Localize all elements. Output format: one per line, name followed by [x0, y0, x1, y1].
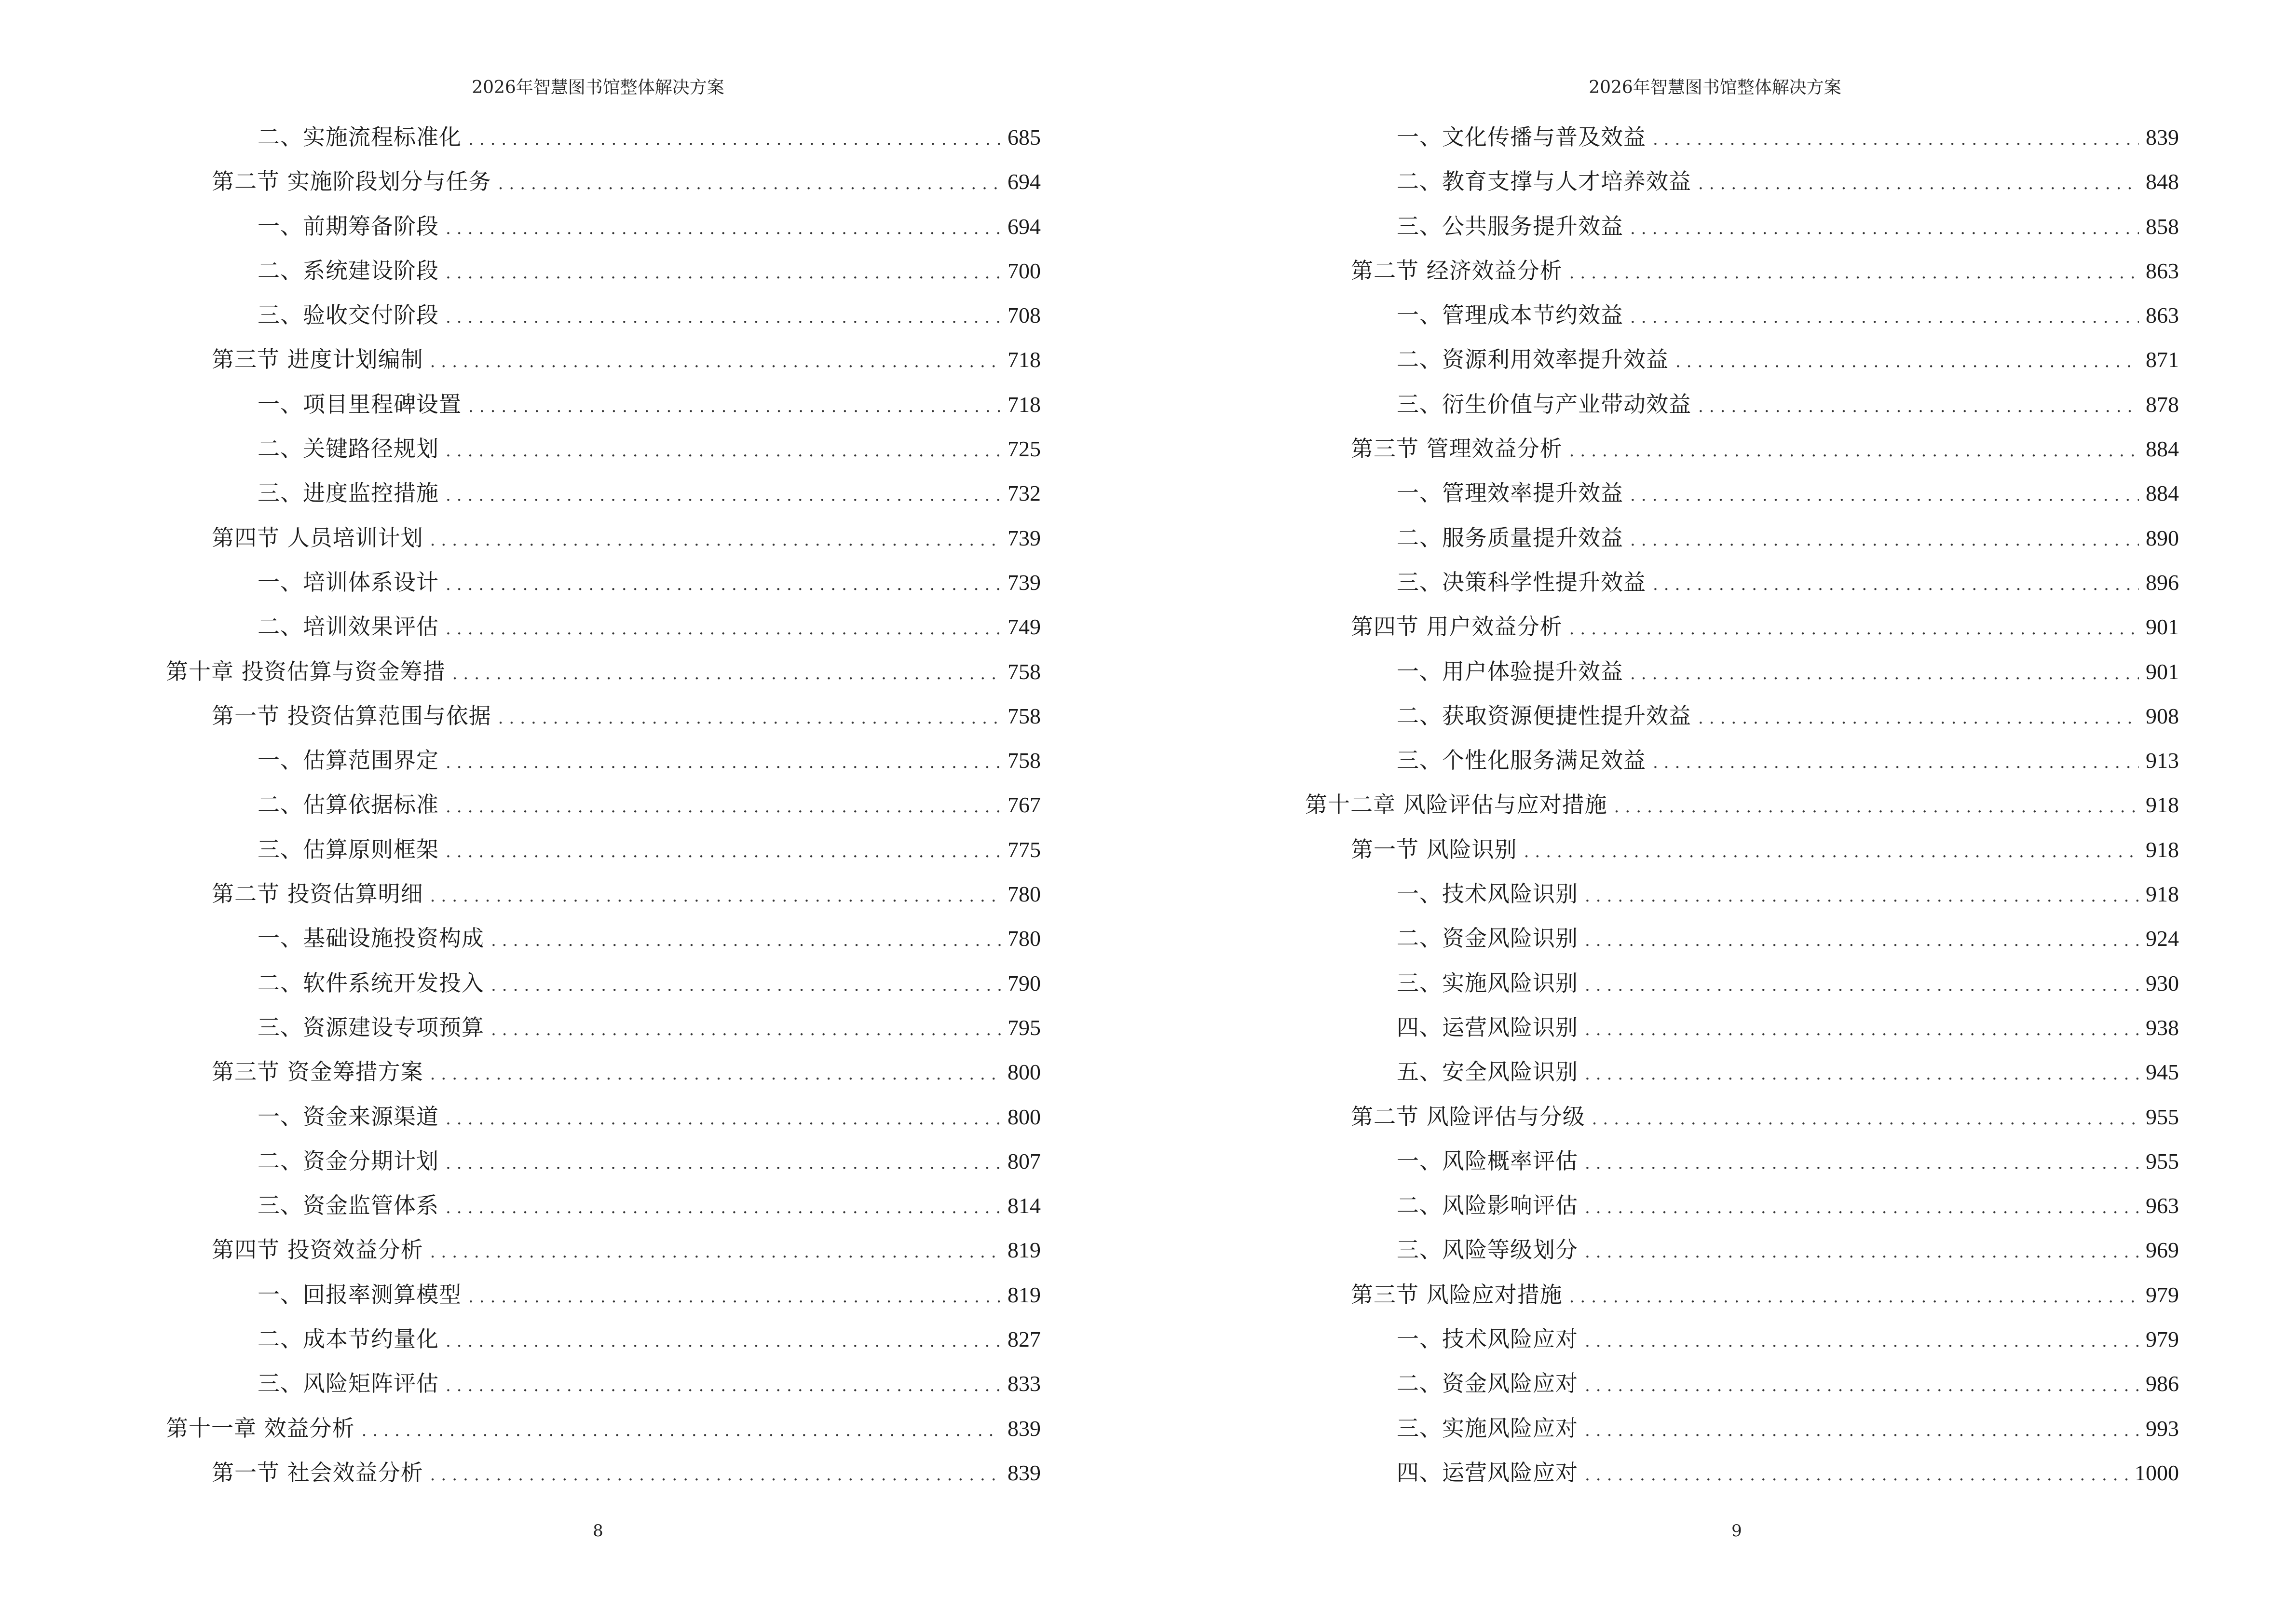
- toc-entry-subsection[interactable]: [166, 560, 1041, 604]
- toc-entry-title: 一、管理成本节约效益: [1397, 302, 1623, 328]
- toc-list: [1305, 115, 2179, 1495]
- toc-entry-page-number: 863: [2146, 258, 2179, 283]
- dot-leader: [446, 295, 1001, 340]
- toc-entry-page-number: 913: [2146, 748, 2179, 773]
- toc-entry-page-number: 780: [1007, 882, 1041, 907]
- toc-entry-page-number: 901: [2146, 659, 2179, 684]
- dot-leader: [1698, 384, 2139, 429]
- toc-entry-title: 三、风险等级划分: [1397, 1237, 1578, 1263]
- toc-entry-title: 二、培训效果评估: [258, 614, 439, 640]
- toc-entry-title: 二、系统建设阶段: [258, 257, 439, 284]
- toc-entry-title: 三、公共服务提升效益: [1397, 213, 1623, 239]
- toc-entry-title: 二、教育支撑与人才培养效益: [1397, 168, 1691, 195]
- toc-entry-page-number: 708: [1007, 303, 1041, 328]
- toc-entry-page-number: 839: [1007, 1460, 1041, 1485]
- toc-entry-title: 第十一章 效益分析: [166, 1415, 355, 1441]
- toc-entry-page-number: 739: [1007, 525, 1041, 550]
- toc-entry-page-number: 694: [1007, 169, 1041, 194]
- toc-entry-subsection[interactable]: [166, 204, 1041, 248]
- toc-entry-section[interactable]: [1305, 1094, 2179, 1139]
- dot-leader: [1524, 830, 2139, 874]
- toc-entry-section[interactable]: [166, 1050, 1041, 1094]
- toc-entry-subsection[interactable]: [166, 471, 1041, 515]
- toc-entry-title: 第一节 投资估算范围与依据: [212, 702, 491, 729]
- toc-entry-page-number: 918: [2146, 837, 2179, 862]
- toc-entry-title: 一、资金来源渠道: [258, 1103, 439, 1130]
- toc-entry-page-number: 775: [1007, 837, 1041, 862]
- toc-entry-page-number: 918: [2146, 792, 2179, 818]
- dot-leader: [1585, 1008, 2139, 1052]
- toc-entry-title: 二、获取资源便捷性提升效益: [1397, 702, 1691, 729]
- toc-entry-page-number: 884: [2146, 437, 2179, 462]
- toc-entry-subsection[interactable]: [1305, 1050, 2179, 1094]
- toc-entry-title: 三、个性化服务满足效益: [1397, 747, 1646, 774]
- dot-leader: [446, 251, 1001, 295]
- toc-entry-title: 三、决策科学性提升效益: [1397, 569, 1646, 595]
- toc-entry-subsection[interactable]: [1305, 1406, 2179, 1450]
- toc-entry-title: 三、风险矩阵评估: [258, 1370, 439, 1397]
- toc-entry-page-number: 858: [2146, 214, 2179, 239]
- running-header: 2026年智慧图书馆整体解决方案: [1589, 78, 1841, 97]
- dot-leader: [468, 117, 1001, 162]
- dot-leader: [491, 918, 1001, 963]
- toc-entry-chapter[interactable]: [1305, 782, 2179, 827]
- toc-entry-title: 二、资金风险识别: [1397, 925, 1578, 952]
- toc-entry-page-number: 878: [2146, 392, 2179, 417]
- dot-leader: [446, 429, 1001, 473]
- page-number: 8: [593, 1521, 603, 1541]
- dot-leader: [446, 1186, 1001, 1230]
- toc-entry-title: 第二节 实施阶段划分与任务: [212, 168, 491, 195]
- toc-entry-page-number: 795: [1007, 1015, 1041, 1040]
- toc-entry-subsection[interactable]: [1305, 1361, 2179, 1406]
- dot-leader: [1585, 1230, 2139, 1274]
- toc-entry-title: 一、技术风险识别: [1397, 881, 1578, 907]
- toc-entry-section[interactable]: [166, 1228, 1041, 1272]
- dot-leader: [1569, 429, 2139, 473]
- toc-entry-subsection[interactable]: [166, 382, 1041, 426]
- toc-entry-subsection[interactable]: [1305, 738, 2179, 782]
- toc-entry-title: 五、安全风险识别: [1397, 1059, 1578, 1085]
- toc-entry-title: 三、实施风险识别: [1397, 969, 1578, 996]
- toc-entry-page-number: 758: [1007, 748, 1041, 773]
- toc-entry-page-number: 884: [2146, 481, 2179, 506]
- toc-entry-page-number: 718: [1007, 392, 1041, 417]
- toc-entry-title: 二、实施流程标准化: [258, 124, 462, 150]
- toc-entry-subsection[interactable]: [166, 1094, 1041, 1139]
- toc-entry-title: 第三节 资金筹措方案: [212, 1059, 423, 1085]
- toc-entry-page-number: 930: [2146, 970, 2179, 996]
- toc-entry-title: 一、回报率测算模型: [258, 1281, 462, 1308]
- toc-entry-page-number: 819: [1007, 1282, 1041, 1307]
- page-number: 9: [1731, 1521, 1742, 1541]
- toc-entry-subsection[interactable]: [166, 426, 1041, 471]
- toc-entry-page-number: 839: [1007, 1416, 1041, 1441]
- toc-entry-title: 二、关键路径规划: [258, 436, 439, 462]
- dot-leader: [1569, 251, 2139, 295]
- toc-entry-section[interactable]: [166, 516, 1041, 560]
- toc-entry-title: 一、培训体系设计: [258, 569, 439, 595]
- toc-entry-chapter[interactable]: [166, 1406, 1041, 1450]
- toc-entry-subsection[interactable]: [1305, 1317, 2179, 1361]
- toc-entry-title: 一、项目里程碑设置: [258, 391, 462, 417]
- dot-leader: [430, 874, 1001, 918]
- toc-entry-title: 二、资金风险应对: [1397, 1370, 1578, 1397]
- toc-entry-subsection[interactable]: [1305, 516, 2179, 560]
- dot-leader: [1585, 874, 2139, 918]
- toc-entry-page-number: 1000: [2135, 1460, 2179, 1485]
- toc-entry-subsection[interactable]: [166, 1183, 1041, 1228]
- toc-entry-subsection[interactable]: [166, 916, 1041, 960]
- toc-entry-page-number: 732: [1007, 481, 1041, 506]
- toc-entry-page-number: 918: [2146, 882, 2179, 907]
- toc-entry-page-number: 969: [2146, 1238, 2179, 1263]
- dot-leader: [1698, 696, 2139, 740]
- toc-list: [166, 115, 1041, 1495]
- toc-entry-subsection[interactable]: [1305, 382, 2179, 426]
- toc-entry-title: 三、进度监控措施: [258, 480, 439, 506]
- toc-entry-page-number: 955: [2146, 1148, 2179, 1174]
- toc-entry-title: 第二节 风险评估与分级: [1351, 1103, 1585, 1130]
- toc-entry-page-number: 749: [1007, 614, 1041, 640]
- toc-entry-page-number: 938: [2146, 1015, 2179, 1040]
- dot-leader: [452, 652, 1001, 696]
- dot-leader: [1585, 1052, 2139, 1096]
- toc-entry-page-number: 979: [2146, 1327, 2179, 1352]
- toc-entry-section[interactable]: [166, 872, 1041, 916]
- dot-leader: [446, 830, 1001, 874]
- dot-leader: [1653, 562, 2139, 607]
- toc-entry-title: 第十章 投资估算与资金筹措: [166, 658, 446, 684]
- toc-entry-subsection[interactable]: [166, 827, 1041, 872]
- toc-entry-subsection[interactable]: [1305, 1183, 2179, 1228]
- toc-entry-subsection[interactable]: [166, 115, 1041, 159]
- toc-entry-section[interactable]: [1305, 1272, 2179, 1317]
- dot-leader: [446, 785, 1001, 829]
- toc-entry-title: 一、风险概率评估: [1397, 1147, 1578, 1174]
- toc-entry-title: 二、资源利用效率提升效益: [1397, 346, 1669, 373]
- toc-entry-title: 一、技术风险应对: [1397, 1326, 1578, 1352]
- toc-entry-title: 一、文化传播与普及效益: [1397, 124, 1646, 150]
- dot-leader: [491, 963, 1001, 1008]
- toc-entry-subsection[interactable]: [1305, 1139, 2179, 1183]
- toc-entry-page-number: 800: [1007, 1060, 1041, 1085]
- toc-entry-subsection[interactable]: [166, 1361, 1041, 1406]
- dot-leader: [430, 1453, 1001, 1497]
- toc-entry-section[interactable]: [1305, 426, 2179, 471]
- toc-entry-subsection[interactable]: [1305, 694, 2179, 738]
- dot-leader: [1585, 1319, 2139, 1364]
- toc-entry-chapter[interactable]: [166, 649, 1041, 694]
- toc-entry-page-number: 780: [1007, 926, 1041, 951]
- toc-entry-title: 一、基础设施投资构成: [258, 925, 484, 952]
- toc-entry-subsection[interactable]: [166, 293, 1041, 337]
- toc-entry-page-number: 827: [1007, 1327, 1041, 1352]
- toc-entry-section[interactable]: [166, 337, 1041, 382]
- toc-entry-title: 一、估算范围界定: [258, 747, 439, 774]
- toc-entry-page-number: 758: [1007, 703, 1041, 728]
- toc-entry-title: 三、验收交付阶段: [258, 302, 439, 328]
- toc-entry-title: 第三节 进度计划编制: [212, 346, 423, 373]
- running-header: 2026年智慧图书馆整体解决方案: [472, 78, 724, 97]
- toc-entry-page-number: 694: [1007, 214, 1041, 239]
- toc-entry-subsection[interactable]: [166, 961, 1041, 1005]
- toc-entry-page-number: 986: [2146, 1371, 2179, 1396]
- toc-entry-title: 第四节 人员培训计划: [212, 524, 423, 551]
- dot-leader: [1630, 652, 2139, 696]
- dot-leader: [1585, 1408, 2139, 1453]
- toc-entry-title: 二、软件系统开发投入: [258, 969, 484, 996]
- dot-leader: [468, 384, 1001, 429]
- toc-entry-subsection[interactable]: [1305, 1228, 2179, 1272]
- toc-entry-page-number: 800: [1007, 1104, 1041, 1129]
- toc-entry-subsection[interactable]: [166, 1139, 1041, 1183]
- dot-leader: [1585, 1453, 2128, 1497]
- toc-entry-subsection[interactable]: [1305, 115, 2179, 159]
- toc-entry-title: 一、前期筹备阶段: [258, 213, 439, 239]
- toc-entry-page-number: 924: [2146, 926, 2179, 951]
- toc-entry-page-number: 767: [1007, 792, 1041, 818]
- toc-entry-subsection[interactable]: [1305, 872, 2179, 916]
- toc-entry-page-number: 901: [2146, 614, 2179, 640]
- toc-entry-title: 三、资源建设专项预算: [258, 1014, 484, 1040]
- dot-leader: [1585, 1364, 2139, 1408]
- dot-leader: [446, 1319, 1001, 1364]
- toc-entry-title: 第三节 管理效益分析: [1351, 436, 1563, 462]
- toc-entry-page-number: 863: [2146, 303, 2179, 328]
- toc-entry-subsection[interactable]: [166, 248, 1041, 293]
- toc-entry-subsection[interactable]: [1305, 204, 2179, 248]
- toc-entry-title: 四、运营风险识别: [1397, 1014, 1578, 1040]
- toc-entry-page-number: 896: [2146, 570, 2179, 595]
- dot-leader: [1653, 740, 2139, 785]
- toc-entry-title: 三、估算原则框架: [258, 836, 439, 862]
- toc-entry-title: 第一节 风险识别: [1351, 836, 1517, 862]
- dot-leader: [1614, 785, 2139, 829]
- toc-entry-page-number: 955: [2146, 1104, 2179, 1129]
- dot-leader: [498, 696, 1001, 740]
- toc-entry-title: 第四节 投资效益分析: [212, 1237, 423, 1263]
- toc-entry-page-number: 945: [2146, 1060, 2179, 1085]
- dot-leader: [1585, 1141, 2139, 1186]
- toc-entry-page-number: 908: [2146, 703, 2179, 728]
- toc-entry-title: 第二节 经济效益分析: [1351, 257, 1563, 284]
- dot-leader: [446, 562, 1001, 607]
- toc-entry-page-number: 807: [1007, 1148, 1041, 1174]
- toc-entry-title: 第十二章 风险评估与应对措施: [1305, 792, 1607, 818]
- dot-leader: [1569, 1275, 2139, 1319]
- dot-leader: [430, 518, 1001, 562]
- dot-leader: [446, 206, 1001, 251]
- dot-leader: [1630, 473, 2139, 518]
- dot-leader: [446, 473, 1001, 518]
- dot-leader: [1630, 206, 2139, 251]
- dot-leader: [1675, 340, 2139, 384]
- toc-entry-page-number: 814: [1007, 1193, 1041, 1218]
- toc-entry-title: 二、服务质量提升效益: [1397, 524, 1623, 551]
- toc-entry-section[interactable]: [166, 1450, 1041, 1495]
- toc-entry-subsection[interactable]: [166, 782, 1041, 827]
- toc-entry-title: 第一节 社会效益分析: [212, 1459, 423, 1486]
- dot-leader: [446, 607, 1001, 651]
- toc-entry-subsection[interactable]: [1305, 471, 2179, 515]
- toc-entry-page-number: 725: [1007, 437, 1041, 462]
- toc-entry-subsection[interactable]: [166, 738, 1041, 782]
- toc-entry-title: 第二节 投资估算明细: [212, 881, 423, 907]
- dot-leader: [468, 1275, 1001, 1319]
- toc-entry-subsection[interactable]: [1305, 293, 2179, 337]
- dot-leader: [1592, 1097, 2139, 1141]
- toc-page-right: [1144, 0, 2287, 1624]
- dot-leader: [430, 340, 1001, 384]
- dot-leader: [430, 1230, 1001, 1274]
- toc-entry-page-number: 819: [1007, 1238, 1041, 1263]
- dot-leader: [498, 162, 1001, 206]
- toc-entry-title: 二、估算依据标准: [258, 792, 439, 818]
- toc-entry-title: 三、资金监管体系: [258, 1192, 439, 1219]
- dot-leader: [1585, 1186, 2139, 1230]
- toc-entry-section[interactable]: [1305, 827, 2179, 872]
- dot-leader: [446, 1141, 1001, 1186]
- toc-entry-subsection[interactable]: [1305, 916, 2179, 960]
- toc-entry-subsection[interactable]: [1305, 961, 2179, 1005]
- toc-entry-subsection[interactable]: [1305, 159, 2179, 204]
- toc-entry-page-number: 700: [1007, 258, 1041, 283]
- dot-leader: [446, 740, 1001, 785]
- toc-entry-title: 三、衍生价值与产业带动效益: [1397, 391, 1691, 417]
- toc-entry-title: 二、风险影响评估: [1397, 1192, 1578, 1219]
- toc-entry-page-number: 963: [2146, 1193, 2179, 1218]
- toc-entry-subsection[interactable]: [166, 1272, 1041, 1317]
- toc-entry-subsection[interactable]: [1305, 649, 2179, 694]
- toc-entry-title: 三、实施风险应对: [1397, 1415, 1578, 1441]
- dot-leader: [1653, 117, 2139, 162]
- toc-entry-section[interactable]: [166, 159, 1041, 204]
- toc-entry-title: 二、成本节约量化: [258, 1326, 439, 1352]
- toc-entry-title: 第三节 风险应对措施: [1351, 1281, 1563, 1308]
- toc-entry-title: 第四节 用户效益分析: [1351, 614, 1563, 640]
- toc-entry-section[interactable]: [1305, 604, 2179, 649]
- toc-entry-page-number: 685: [1007, 125, 1041, 150]
- toc-entry-title: 一、管理效率提升效益: [1397, 480, 1623, 506]
- dot-leader: [446, 1097, 1001, 1141]
- toc-entry-page-number: 890: [2146, 525, 2179, 550]
- toc-entry-section[interactable]: [1305, 248, 2179, 293]
- toc-entry-page-number: 739: [1007, 570, 1041, 595]
- toc-entry-subsection[interactable]: [1305, 1450, 2179, 1495]
- toc-entry-subsection[interactable]: [1305, 1005, 2179, 1050]
- dot-leader: [430, 1052, 1001, 1096]
- toc-entry-page-number: 839: [2146, 125, 2179, 150]
- toc-entry-page-number: 979: [2146, 1282, 2179, 1307]
- dot-leader: [491, 1008, 1001, 1052]
- toc-entry-subsection[interactable]: [166, 604, 1041, 649]
- dot-leader: [446, 1364, 1001, 1408]
- dot-leader: [1698, 162, 2139, 206]
- toc-entry-section[interactable]: [166, 694, 1041, 738]
- dot-leader: [362, 1408, 1001, 1453]
- dot-leader: [1569, 607, 2139, 651]
- toc-entry-subsection[interactable]: [166, 1005, 1041, 1050]
- dot-leader: [1585, 918, 2139, 963]
- toc-entry-subsection[interactable]: [1305, 560, 2179, 604]
- toc-entry-title: 一、用户体验提升效益: [1397, 658, 1623, 684]
- toc-entry-page-number: 871: [2146, 347, 2179, 372]
- toc-entry-title: 二、资金分期计划: [258, 1147, 439, 1174]
- toc-entry-page-number: 718: [1007, 347, 1041, 372]
- toc-entry-page-number: 848: [2146, 169, 2179, 194]
- dot-leader: [1630, 295, 2139, 340]
- toc-entry-page-number: 833: [1007, 1371, 1041, 1396]
- toc-entry-page-number: 758: [1007, 659, 1041, 684]
- toc-entry-page-number: 993: [2146, 1416, 2179, 1441]
- toc-entry-page-number: 790: [1007, 970, 1041, 996]
- toc-entry-subsection[interactable]: [1305, 337, 2179, 382]
- toc-entry-subsection[interactable]: [166, 1317, 1041, 1361]
- toc-entry-title: 四、运营风险应对: [1397, 1459, 1578, 1486]
- dot-leader: [1630, 518, 2139, 562]
- dot-leader: [1585, 963, 2139, 1008]
